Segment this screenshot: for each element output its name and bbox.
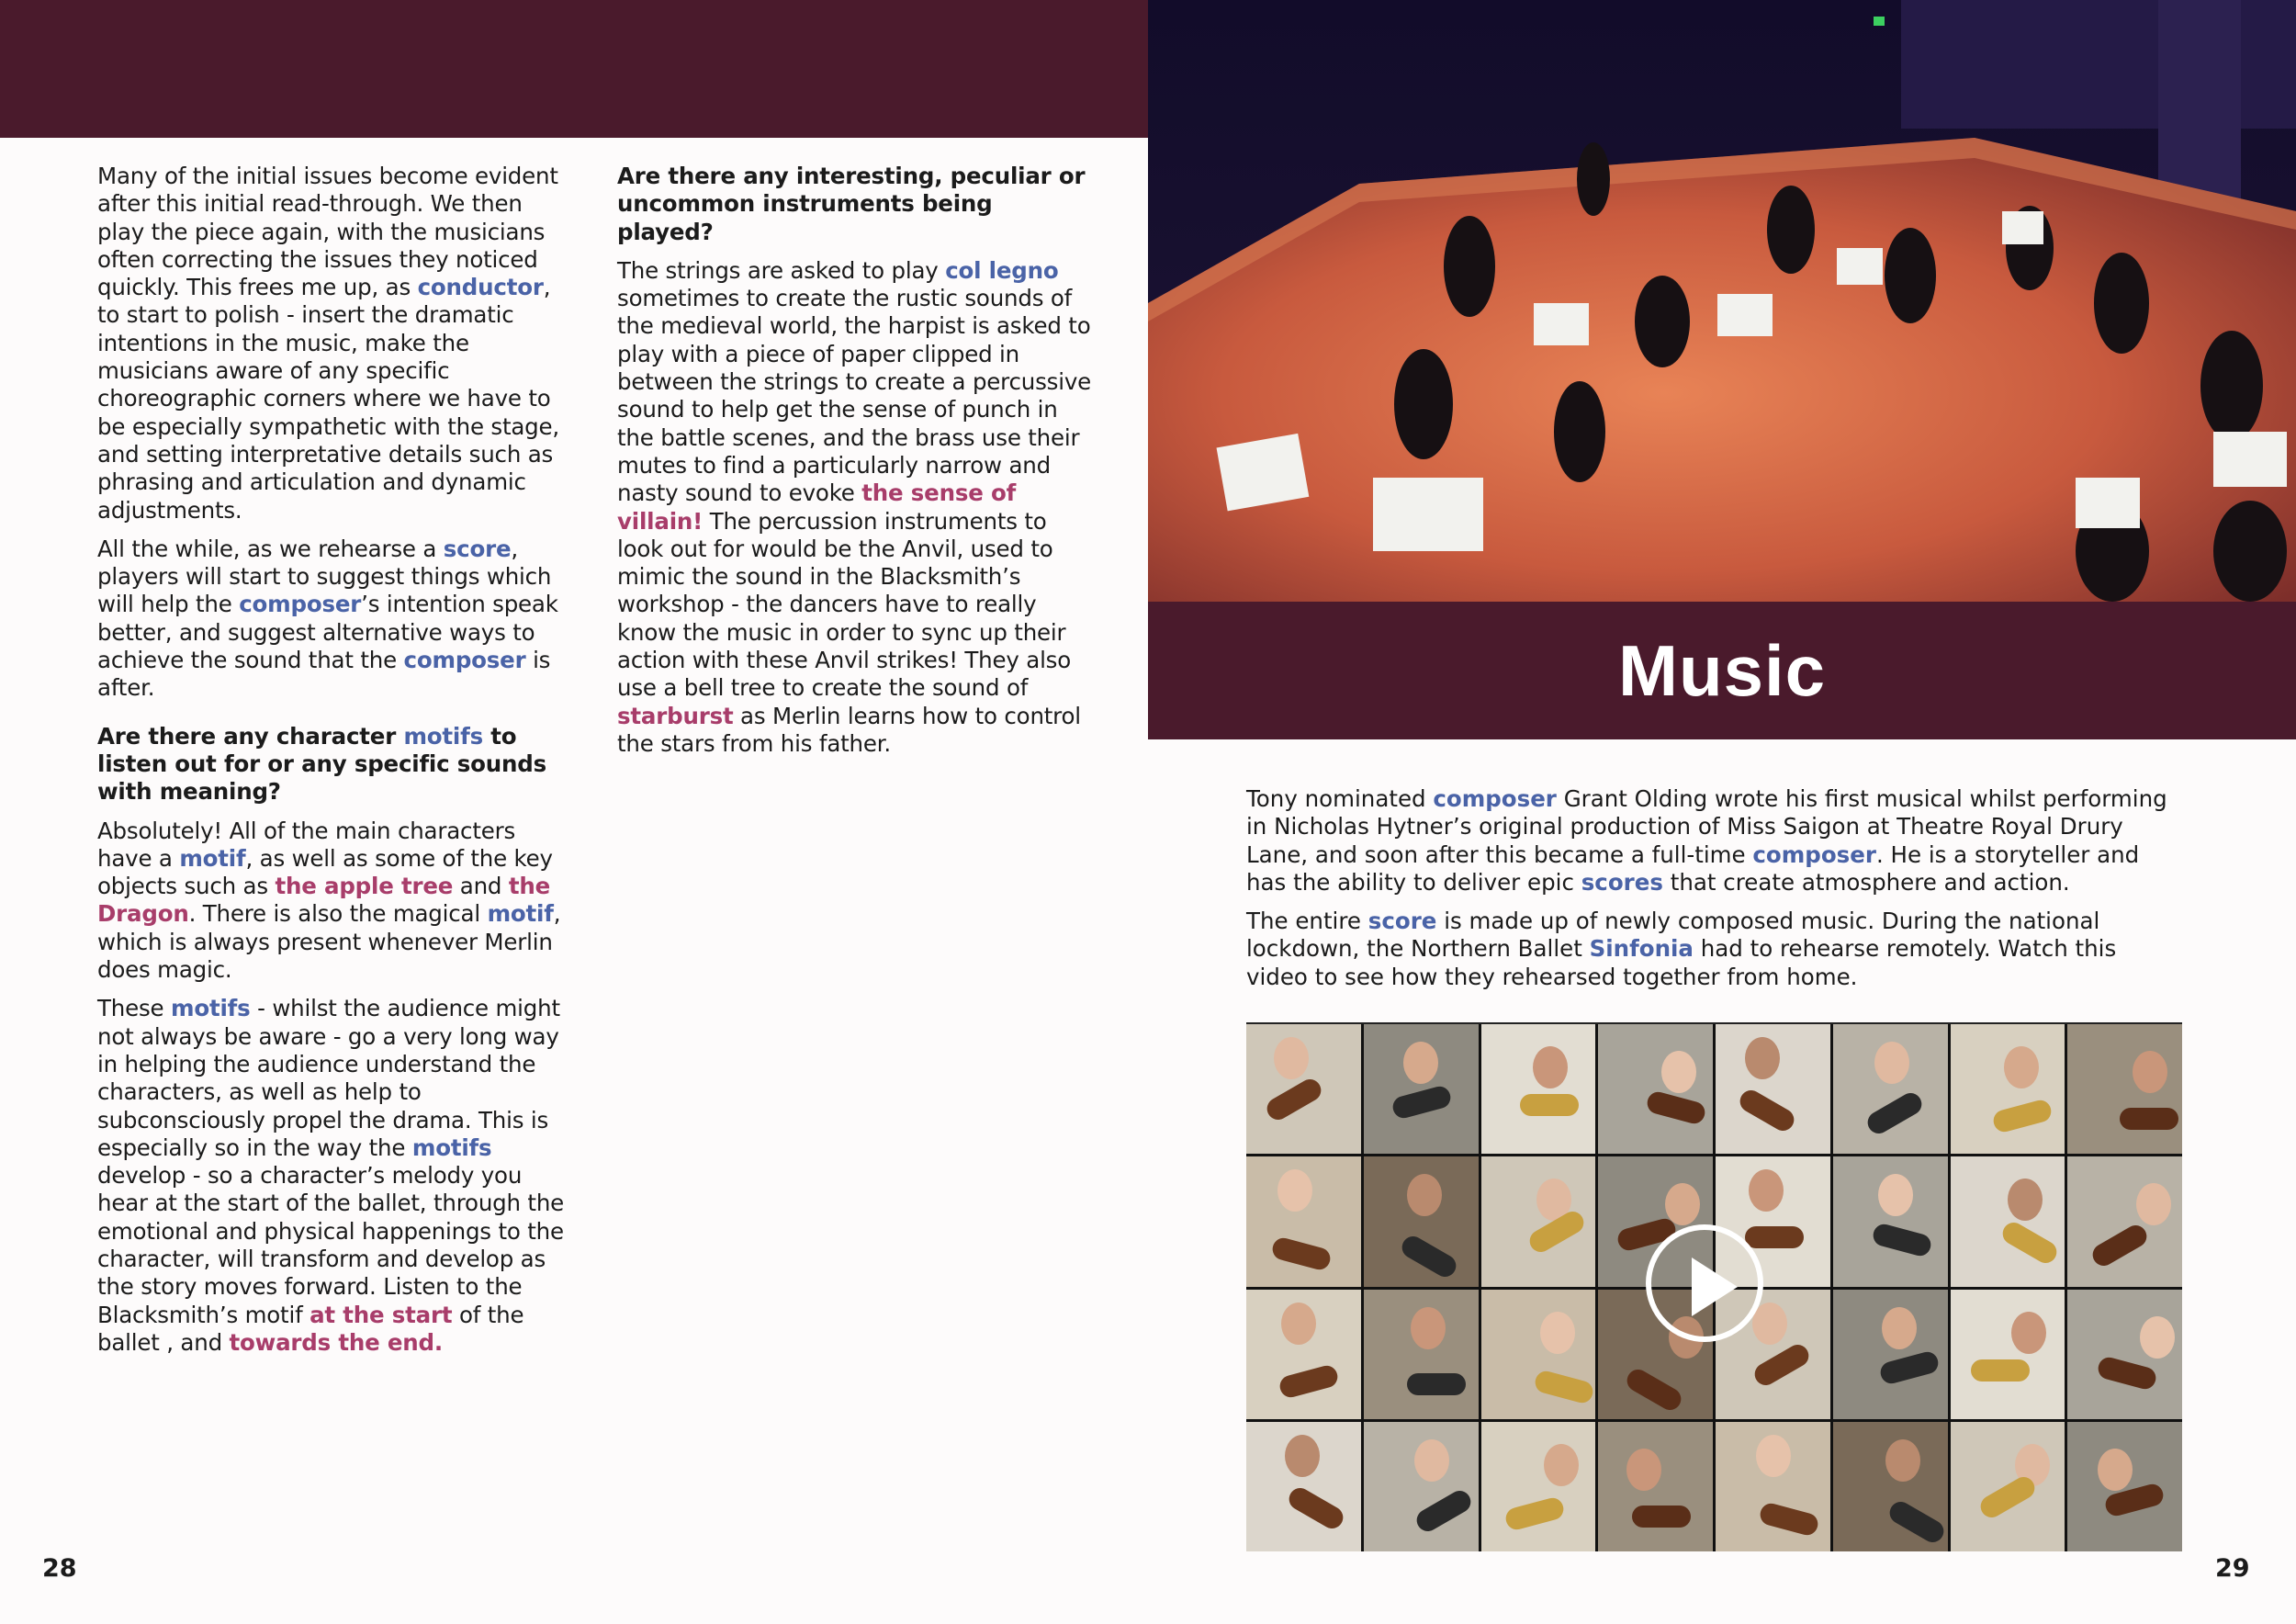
link-col-legno[interactable]: col legno xyxy=(945,256,1059,284)
link-sinfonia[interactable]: Sinfonia xyxy=(1589,935,1694,963)
musician-face xyxy=(1411,1307,1446,1349)
musician-face xyxy=(2008,1179,2043,1221)
instrument xyxy=(1998,1219,2060,1268)
link-conductor[interactable]: conductor xyxy=(417,274,544,301)
video-tile xyxy=(1951,1422,2065,1551)
video-tile xyxy=(1246,1422,1361,1551)
link-motif[interactable]: motif xyxy=(487,900,554,928)
paragraph-answer-motifs: Absolutely! All of the main characters have a motif, as well as some of the key objects such as the apple tree and the Dragon. There is also the magical motif, which is always present whenever Merlin does magic. xyxy=(97,817,561,984)
link-score[interactable]: score xyxy=(443,535,512,562)
musician-face xyxy=(2004,1046,2039,1088)
instrument xyxy=(1412,1486,1474,1535)
paragraph-instruments: The strings are asked to play col legno sometimes to create the rustic sounds of the medieval world, the harpist is asked to play with a piece of paper clipped in between the strings to create a percussive sound to help get the sense of punch in the battle scenes, and the brass use their mutes to find a particularly narrow and nasty sound to evoke the sense of villain! The percussion instruments to look out for would be the Anvil, used to mimic the sound in the Blacksmith’s workshop - the dancers have to really know the music in order to sync up their action with these Anvil strikes! They also use a bell tree to create the sound of starburst as Merlin learns how to control the stars from his father. xyxy=(617,256,1092,757)
page-number-right: 29 xyxy=(2215,1554,2250,1583)
video-tile xyxy=(1598,1422,1713,1551)
video-tile xyxy=(1951,1290,2065,1419)
musician-face xyxy=(2133,1051,2167,1093)
video-tile xyxy=(1481,1422,1596,1551)
video-tile xyxy=(1481,1156,1596,1286)
page-number-left: 28 xyxy=(42,1554,77,1583)
link-at-the-start[interactable]: at the start xyxy=(310,1301,453,1328)
link-scores[interactable]: scores xyxy=(1581,868,1663,896)
musician-face xyxy=(1882,1307,1917,1349)
video-tile xyxy=(1951,1024,2065,1154)
video-tile xyxy=(1246,1156,1361,1286)
instrument xyxy=(1503,1495,1565,1532)
video-tile xyxy=(2067,1156,2182,1286)
video-tile xyxy=(1951,1156,2065,1286)
section-title-bar xyxy=(1148,602,2296,739)
instrument xyxy=(2096,1355,2158,1392)
video-tile xyxy=(1364,1290,1479,1419)
link-composer[interactable]: composer xyxy=(1433,785,1557,812)
link-motifs[interactable]: motifs xyxy=(411,1133,492,1161)
instrument xyxy=(1277,1363,1340,1400)
video-tile xyxy=(2067,1290,2182,1419)
musician-face xyxy=(1885,1439,1920,1482)
musician-face xyxy=(1403,1042,1438,1084)
link-motifs[interactable]: motifs xyxy=(403,722,483,750)
musician-face xyxy=(1540,1312,1575,1354)
musician-face xyxy=(1414,1439,1449,1482)
instrument xyxy=(1407,1373,1466,1395)
link-motifs[interactable]: motifs xyxy=(171,995,251,1022)
instrument xyxy=(1285,1483,1346,1532)
video-tile xyxy=(1481,1024,1596,1154)
instrument xyxy=(1520,1094,1579,1116)
instrument xyxy=(1532,1369,1594,1405)
left-column-2 xyxy=(617,163,1095,769)
video-tile xyxy=(1833,1156,1948,1286)
musician-face xyxy=(1533,1046,1568,1088)
musician-face xyxy=(1274,1037,1309,1079)
instrument xyxy=(1624,1365,1685,1414)
instrument xyxy=(1745,1226,1804,1248)
orchestra-photo xyxy=(1148,0,2296,602)
instrument xyxy=(1270,1235,1333,1272)
left-column-1 xyxy=(97,163,575,1368)
link-composer[interactable]: composer xyxy=(1752,840,1876,868)
link-sense-of-villain[interactable]: the sense of villain! xyxy=(617,479,1017,535)
musician-face xyxy=(1874,1042,1909,1084)
musician-face xyxy=(1626,1449,1661,1491)
video-tile xyxy=(2067,1024,2182,1154)
video-tile xyxy=(1598,1024,1713,1154)
video-tile xyxy=(1716,1024,1830,1154)
musician-face xyxy=(2011,1312,2046,1354)
instrument xyxy=(1736,1087,1797,1135)
instrument xyxy=(1971,1359,2030,1382)
instrument xyxy=(1871,1222,1933,1258)
video-tile xyxy=(1246,1024,1361,1154)
paragraph-composer: Tony nominated composer Grant Olding wrote his first musical whilst performing in Nicholas Hytner’s original production of Miss Saigon at Theatre Royal Drury Lane, and soon after this became a full-time composer. He is a storyteller and has the ability to deliver epic scores that create atmosphere and action. xyxy=(1246,785,2167,896)
instrument xyxy=(1750,1340,1812,1389)
instrument xyxy=(1390,1084,1453,1121)
instrument xyxy=(1263,1076,1324,1124)
video-tile xyxy=(1364,1024,1479,1154)
instrument xyxy=(2120,1108,2178,1130)
instrument xyxy=(2089,1222,2151,1270)
musician-face xyxy=(1665,1183,1700,1225)
instrument xyxy=(1976,1472,2038,1521)
video-tile xyxy=(1364,1156,1479,1286)
video-tile xyxy=(1833,1290,1948,1419)
instrument xyxy=(1632,1506,1691,1528)
section-title: Music xyxy=(1617,629,1827,711)
link-towards-the-end[interactable]: towards the end. xyxy=(229,1328,443,1356)
rehearsal-video[interactable] xyxy=(1246,1022,2182,1551)
video-tile xyxy=(1364,1422,1479,1551)
video-tile xyxy=(1481,1290,1596,1419)
paragraph-score-lockdown: The entire score is made up of newly composed music. During the national lockdown, the Northern Ballet Sinfonia had to rehearse remotely. Watch this video to see how they rehearsed together from home. xyxy=(1246,908,2117,990)
question-instruments: Are there any interesting, peculiar or uncommon instruments being played? xyxy=(617,163,1086,245)
play-icon[interactable] xyxy=(1646,1224,1763,1342)
question-motifs: Are there any character motifs to listen out for or any specific sounds with meaning? xyxy=(97,722,547,806)
paragraph-motifs-develop: These motifs - whilst the audience might not always be aware - go a very long way in helping the audience understand the characters, as well as help to subconsciously propel the drama. This is especially so in the way the motifs develop - so a character’s melody you hear at the start of the ballet, through the emotional and physical happenings to the character, will transform and develop as the story moves forward. Listen to the Blacksmith’s motif at the start of the ballet , and towards the end. xyxy=(97,995,565,1356)
instrument xyxy=(1878,1349,1941,1386)
link-dragon[interactable]: the Dragon xyxy=(97,873,551,928)
link-composer[interactable]: composer xyxy=(239,591,362,618)
paragraph-readthrough: Many of the initial issues become evident after this initial read-through. We then play the piece again, with the musicians often correcting the issues they noticed quickly. This frees me up, as conductor, to start to polish - insert the dramatic intentions in the music, make the musicians aware of any specific choreographic corners where we have to be especially sympathetic with the stage, and setting interpretative details such as phrasing and articulation and dynamic adjustments. xyxy=(97,163,559,524)
musician-face xyxy=(1285,1435,1320,1477)
link-composer[interactable]: composer xyxy=(403,647,526,674)
musician-face xyxy=(2098,1449,2133,1491)
musician-face xyxy=(1281,1303,1316,1345)
musician-face xyxy=(1756,1435,1791,1477)
video-tile xyxy=(1833,1422,1948,1551)
instrument xyxy=(1885,1497,1947,1546)
link-score[interactable]: score xyxy=(1367,908,1437,935)
musician-face xyxy=(1661,1051,1696,1093)
link-apple-tree[interactable]: the apple tree xyxy=(275,873,454,900)
link-motif[interactable]: motif xyxy=(179,844,246,872)
instrument xyxy=(1990,1098,2053,1134)
instrument xyxy=(1645,1089,1707,1126)
paragraph-rehearse: All the while, as we rehearse a score, players will start to suggest things which will help the composer’s intention speak better, and suggest alternative ways to achieve the sound that the composer is after. xyxy=(97,535,558,702)
musician-face xyxy=(1544,1444,1579,1486)
video-tile xyxy=(1246,1290,1361,1419)
musician-face xyxy=(1407,1174,1442,1216)
musician-face xyxy=(1745,1037,1780,1079)
musician-face xyxy=(2136,1183,2171,1225)
video-tile xyxy=(1833,1024,1948,1154)
musician-face xyxy=(1749,1169,1784,1212)
musician-face xyxy=(1878,1174,1913,1216)
instrument xyxy=(1398,1233,1459,1281)
video-tile xyxy=(1716,1422,1830,1551)
instrument xyxy=(1758,1501,1820,1538)
link-starburst[interactable]: starburst xyxy=(617,702,734,729)
instrument xyxy=(1863,1089,1925,1138)
music-intro xyxy=(1246,785,2183,1002)
video-tile xyxy=(2067,1422,2182,1551)
top-color-band xyxy=(0,0,1148,138)
musician-face xyxy=(1277,1169,1312,1212)
musician-face xyxy=(2140,1316,2175,1359)
